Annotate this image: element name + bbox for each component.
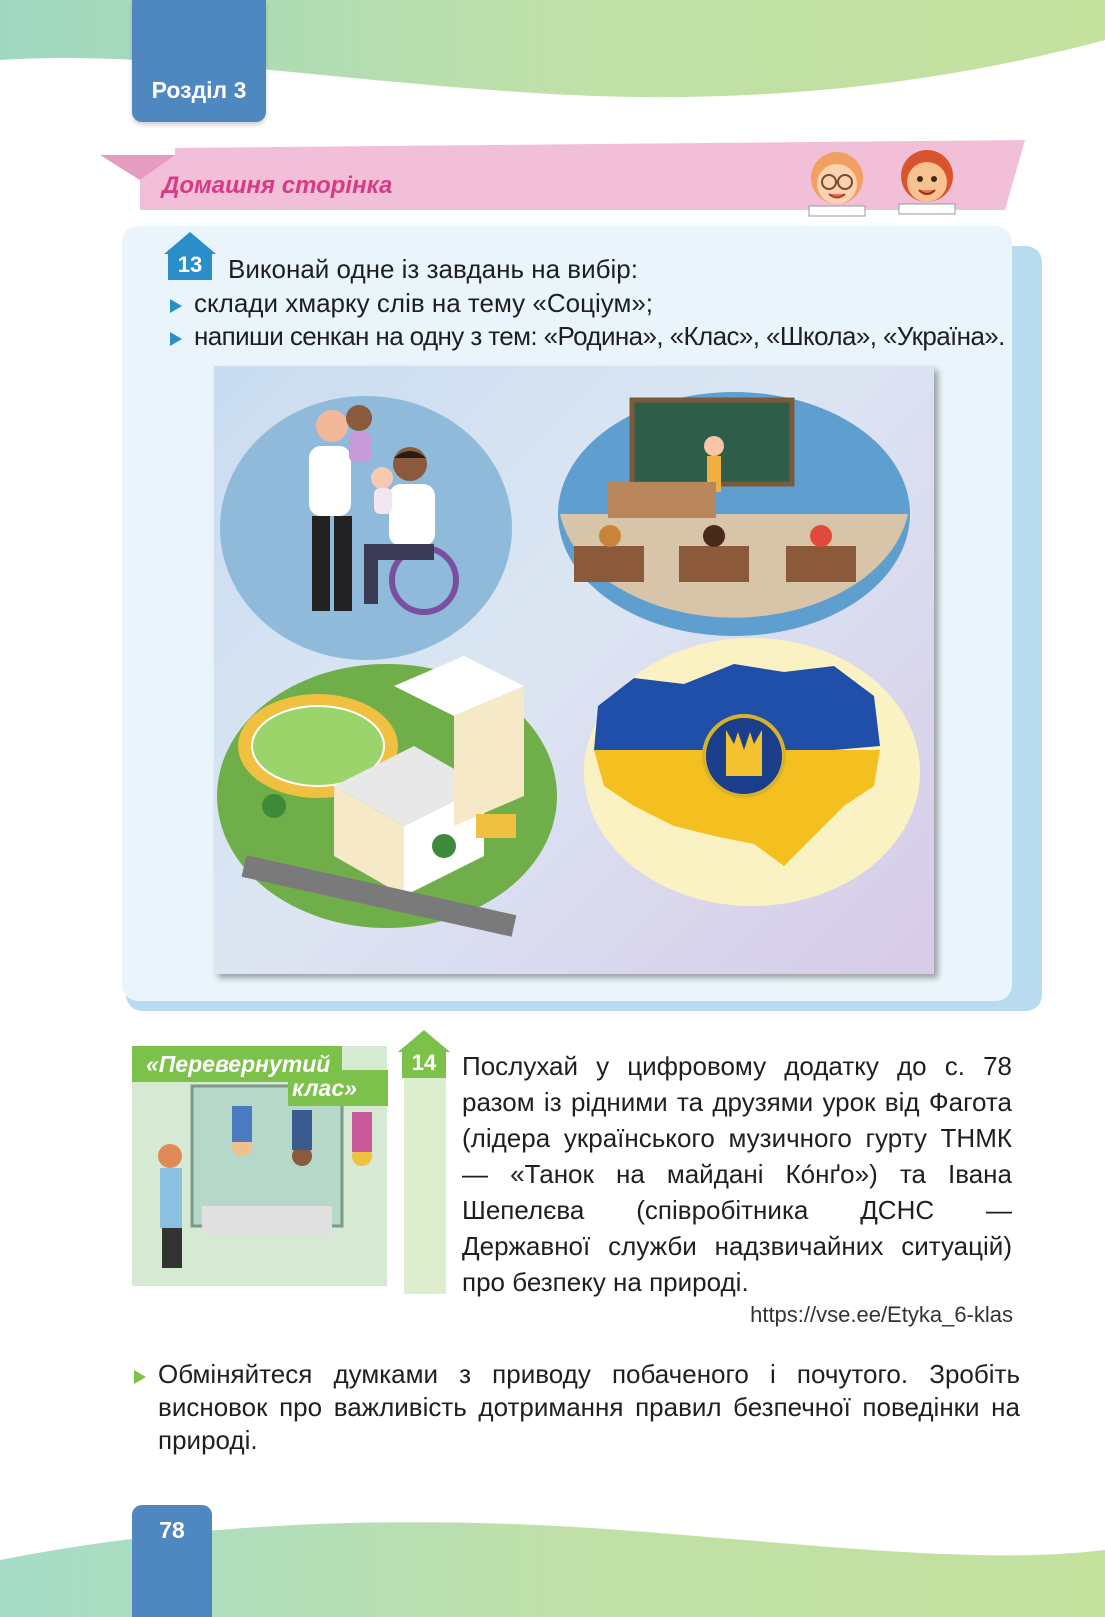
- school-illustration: [217, 656, 557, 928]
- page-number-tab: [132, 1505, 212, 1617]
- task-13-item-2: напиши сенкан на одну з тем: «Родина», «Клас», «Школа», «Україна».: [194, 321, 1005, 351]
- task-13-item-1: склади хмарку слів на тему «Соціум»;: [194, 288, 654, 318]
- section-label: Розділ 3: [151, 77, 247, 103]
- flipped-class-label-2: клас»: [292, 1075, 357, 1101]
- section-tab: [132, 0, 266, 122]
- task-14-text: Послухай у цифровому додатку до с. 78 разом із рідними та друзями урок від Фагота (лідера українського музичного гурту ТНМК — «Танок на майдані Ко́нґо») та Івана Шепелєва (співробітника ДСНС — Державної служби надзвичайних ситуацій) про безпеку на природі.: [462, 1051, 1012, 1297]
- task-13-badge: [168, 232, 212, 282]
- classroom-illustration: [558, 392, 910, 636]
- discussion-task-text: Обміняйтеся думками з приводу побаченого і почутого. Зробіть висновок про важливість дотримання правил безпечної поведінки на природі.: [158, 1359, 1020, 1455]
- task-number: 13: [168, 250, 212, 280]
- task-14-badge: [402, 1030, 446, 1080]
- flipped-class-label-1: «Перевернутий: [146, 1051, 331, 1077]
- society-collage-image: [214, 366, 934, 974]
- task-14-bar: [404, 1048, 446, 1294]
- page-number: 78: [159, 1517, 185, 1543]
- triangle-bullet-icon: [170, 332, 182, 346]
- task-13-intro: Виконай одне із завдань на вибір:: [228, 254, 638, 284]
- triangle-bullet-icon: [170, 299, 182, 313]
- ukraine-map-illustration: [584, 638, 920, 906]
- task-number: 14: [402, 1048, 446, 1078]
- resource-link[interactable]: https://vse.ee/Etyka_6-klas: [750, 1302, 1013, 1327]
- kids-faces-illustration: [795, 146, 975, 226]
- home-page-title: Домашня сторінка: [162, 172, 393, 199]
- family-illustration: [220, 396, 512, 660]
- triangle-bullet-icon: [134, 1370, 146, 1384]
